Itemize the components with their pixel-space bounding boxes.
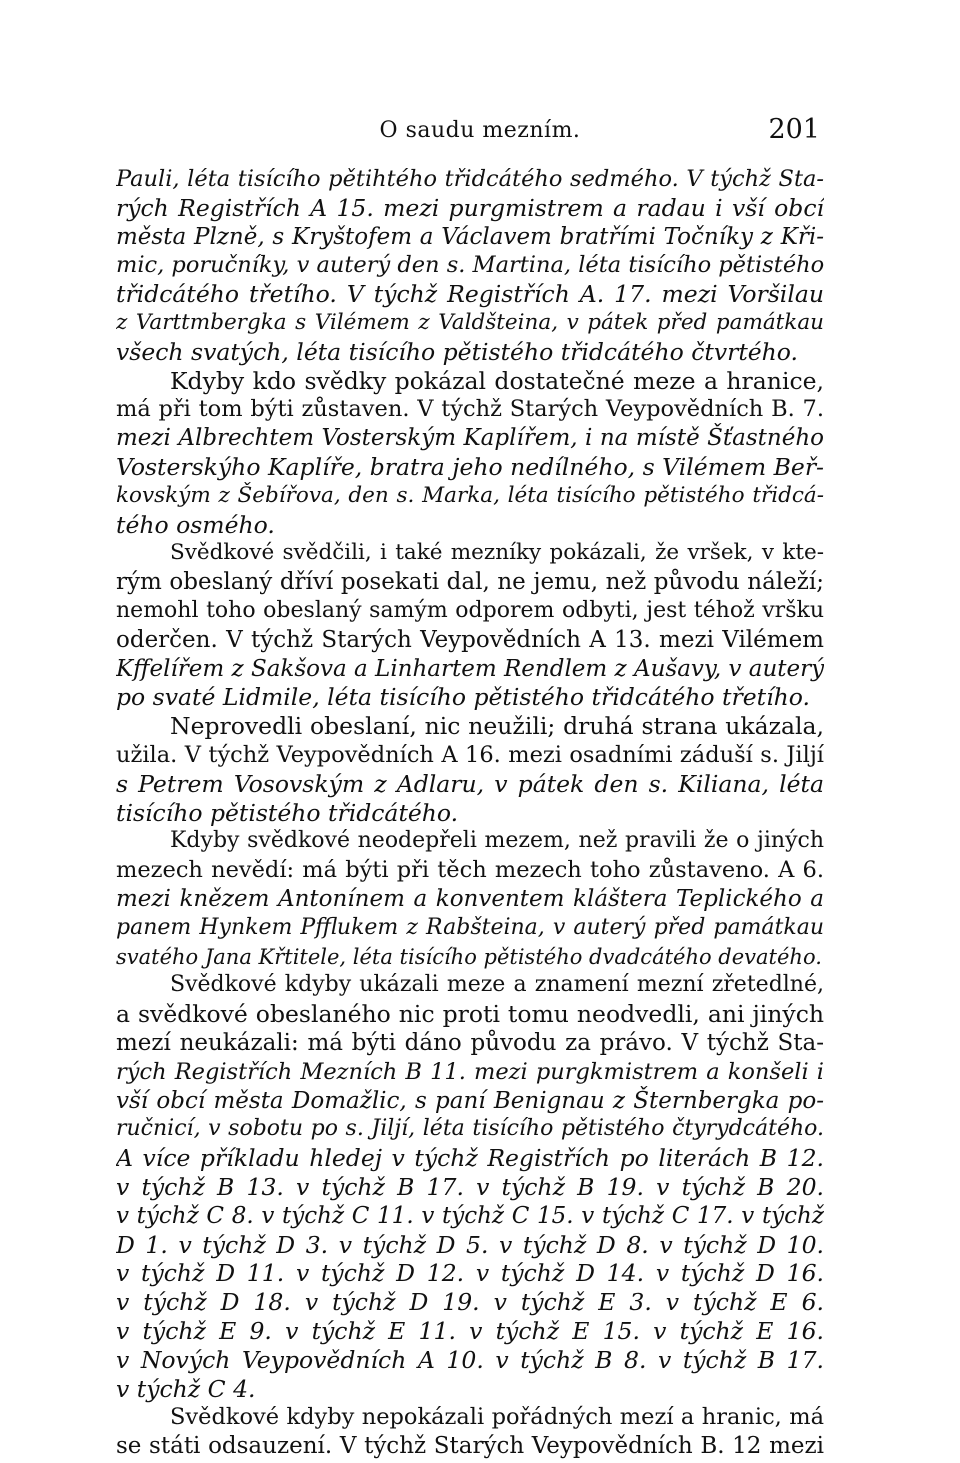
text-line: mezi Albrechtem Vosterským Kaplířem, i na místě Šťastného	[116, 425, 824, 452]
text-line: Pauli, léta tisícího pětihtého třidcátého sedmého. V týchž Sta-	[116, 166, 824, 192]
text-line: mezech nevědí: má býti při těch mezech toho zůstaveno. A 6.	[116, 857, 824, 884]
text-line: Svědkové svědčili, i také mezníky pokázali, že vršek, v kte-	[170, 540, 824, 566]
text-line: a svědkové obeslaného nic proti tomu neodvedli, ani jiných	[116, 1000, 824, 1029]
text-line: v týchž B 13. v týchž B 17. v týchž B 19. v týchž B 20.	[116, 1173, 824, 1201]
text-line: užila. V týchž Veypovědních A 16. mezi osadními záduší s. Jiljí	[116, 742, 824, 768]
text-line: rým obeslaný dříví posekati dal, ne jemu, než původu náleží;	[116, 569, 824, 596]
text-line: tisícího pětistého třidcátého.	[116, 798, 459, 827]
text-line: Neprovedli obeslaní, nic neužili; druhá strana ukázala,	[170, 712, 824, 741]
text-line: mezi knězem Antonínem a konventem kláštera Teplického a	[116, 886, 824, 912]
text-line: Kffelířem z Sakšova a Linhartem Rendlem z Aušavy, v auterý	[116, 655, 824, 682]
text-line: kovským z Šebířova, den s. Marka, léta tisícího pětistého třidcá-	[116, 482, 824, 508]
text-line: rých Registřích Mezních B 11. mezi purgkmistrem a konšeli i	[116, 1058, 824, 1085]
text-line: z Varttmbergka s Vilémem z Valdšteina, v pátek před památkau	[116, 310, 824, 335]
text-line: Kdyby svědkové neodepřeli mezem, než pravili že o jiných	[170, 828, 824, 854]
text-line: rých Registřích A 15. mezi purgmistrem a radau i vší obcí	[116, 193, 824, 222]
text-line: po svaté Lidmile, léta tisícího pětistého třidcátého třetího.	[116, 683, 810, 712]
text-line: vší obcí města Domažlic, s paní Benignau z Šternbergka po-	[116, 1087, 824, 1114]
text-line: v Nových Veypovědních A 10. v týchž B 8. v týchž B 17.	[116, 1345, 824, 1374]
text-line: města Plzně, s Kryštofem a Václavem bratřími Točníky z Kři-	[116, 223, 824, 250]
text-line: má při tom býti zůstaven. V týchž Starých Veypovědních B. 7.	[116, 396, 824, 423]
text-line: D 1. v týchž D 3. v týchž D 5. v týchž D 8. v týchž D 10.	[116, 1230, 824, 1259]
text-line: třidcátého třetího. V týchž Registřích A. 17. mezi Voršilau	[116, 280, 824, 309]
text-line: Kdyby kdo svědky pokázal dostatečné meze a hranice,	[170, 366, 824, 395]
text-line: mezí neukázali: má býti dáno původu za právo. V týchž Sta-	[116, 1030, 824, 1056]
text-line: v týchž E 9. v týchž E 11. v týchž E 15. v týchž E 16.	[116, 1317, 824, 1345]
text-line: mic, poručníky, v auterý den s. Martina, léta tisícího pětistého	[116, 252, 824, 279]
text-line: se státi odsauzení. V týchž Starých Veypovědních B. 12 mezi	[116, 1433, 824, 1460]
text-line: panem Hynkem Pfflukem z Rabšteina, v auterý před památkau	[116, 914, 824, 940]
text-line: tého osmého.	[116, 510, 275, 539]
text-line: v týchž C 4.	[116, 1374, 256, 1403]
text-line: ručnicí, v sobotu po s. Jiljí, léta tisícího pětistého čtyrydcátého.	[116, 1116, 824, 1142]
text-line: oderčen. V týchž Starých Veypovědních A 13. mezi Vilémem	[116, 626, 824, 653]
text-line: A více příkladu hledej v týchž Registřích po literách B 12.	[116, 1144, 824, 1173]
text-line: v týchž D 18. v týchž D 19. v týchž E 3. v týchž E 6.	[116, 1288, 824, 1317]
text-line: s Petrem Vosovským z Adlaru, v pátek den s. Kiliana, léta	[116, 769, 824, 798]
text-line: všech svatých, léta tisícího pětistého třidcátého čtvrtého.	[116, 337, 799, 366]
running-header: O saudu mezním.	[379, 118, 581, 143]
text-line: Vosterskýho Kaplíře, bratra jeho nedílného, s Vilémem Beř-	[116, 453, 824, 481]
text-line: Svědkové kdyby nepokázali pořádných mezí a hranic, má	[170, 1404, 824, 1431]
text-line: v týchž D 11. v týchž D 12. v týchž D 14. v týchž D 16.	[116, 1259, 824, 1288]
text-line: nemohl toho obeslaný samým odporem odbyti, jest téhož vršku	[116, 598, 824, 623]
text-line: Svědkové kdyby ukázali meze a znamení mezní zřetedlné,	[170, 972, 824, 998]
page-number: 201	[768, 114, 820, 145]
text-line: svatého Jana Křtitele, léta tisícího pětistého dvadcátého devatého.	[116, 944, 822, 969]
text-line: v týchž C 8. v týchž C 11. v týchž C 15. v týchž C 17. v týchž	[116, 1202, 824, 1229]
